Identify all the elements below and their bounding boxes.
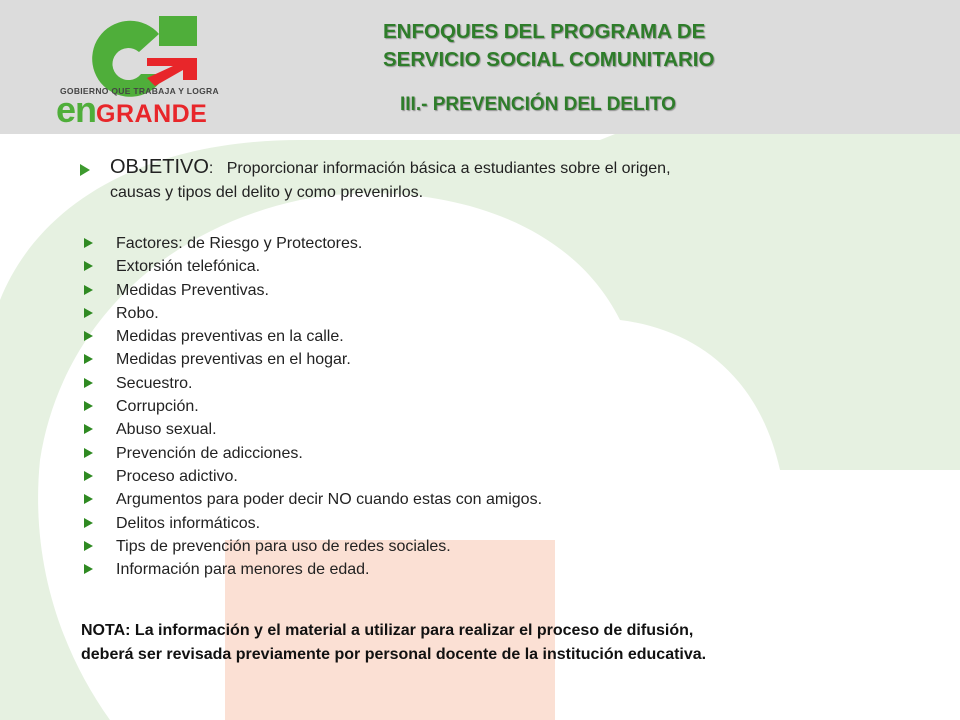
- list-item: [82, 558, 542, 581]
- list-item-text: Delitos informáticos.: [116, 514, 261, 532]
- list-item-text: Medidas preventivas en la calle.: [116, 328, 344, 346]
- page-title-line2: SERVICIO SOCIAL COMUNITARIO: [383, 48, 715, 71]
- arrow-bullet-icon: [84, 354, 93, 364]
- logo-word-en: en: [56, 89, 97, 130]
- note-line1: NOTA: La información y el material a utilizar para realizar el proceso de difusión,: [81, 622, 694, 639]
- list-item-text: Medidas preventivas en el hogar.: [116, 351, 351, 369]
- arrow-bullet-icon: [84, 518, 93, 528]
- list-item: [82, 232, 542, 255]
- list-item-text: Corrupción.: [116, 398, 199, 416]
- objective-text-line1: Proporcionar información básica a estudiantes sobre el origen,: [226, 160, 671, 177]
- list-item-text: Prevención de adicciones.: [116, 444, 303, 462]
- arrow-bullet-icon: [84, 378, 93, 388]
- objective-colon: :: [208, 160, 214, 177]
- list-item: [82, 418, 542, 441]
- page-title-line1: ENFOQUES DEL PROGRAMA DE: [383, 20, 706, 43]
- list-item: [82, 488, 542, 511]
- list-item-text: Información para menores de edad.: [116, 561, 370, 579]
- list-item: [82, 279, 542, 302]
- arrow-bullet-icon: [84, 238, 93, 248]
- list-item: [82, 442, 542, 465]
- logo-tagline: GOBIERNO QUE TRABAJA Y LOGRA: [60, 86, 219, 96]
- list-item-text: Medidas Preventivas.: [116, 281, 269, 299]
- topics-list: [82, 232, 542, 581]
- arrow-bullet-icon: [84, 401, 93, 411]
- list-item-text: Factores: de Riesgo y Protectores.: [116, 235, 363, 252]
- arrow-bullet-icon: [84, 541, 93, 551]
- objective-text-line2: causas y tipos del delito y como prevenirlos.: [110, 184, 424, 201]
- arrow-bullet-icon: [84, 424, 93, 434]
- objective-label: OBJETIVO: [110, 156, 209, 178]
- note-block: [81, 619, 706, 667]
- arrow-bullet-icon: [84, 448, 93, 458]
- page-subtitle: III.- PREVENCIÓN DEL DELITO: [400, 94, 676, 115]
- list-item: [82, 372, 542, 395]
- arrow-bullet-icon: [84, 261, 93, 271]
- note-line2: deberá ser revisada previamente por personal docente de la institución educativa.: [81, 646, 707, 663]
- arrow-bullet-icon: [84, 331, 93, 341]
- list-item-text: Secuestro.: [116, 374, 193, 392]
- list-item: [82, 512, 542, 535]
- list-item: [82, 302, 542, 325]
- list-item-text: Extorsión telefónica.: [116, 258, 261, 276]
- logo-word-grande: GRANDE: [96, 100, 208, 128]
- arrow-bullet-icon: [84, 494, 93, 504]
- list-item-text: Tips de prevención para uso de redes sociales.: [116, 537, 451, 555]
- list-item: [82, 348, 542, 371]
- list-item: [82, 255, 542, 278]
- arrow-bullet-icon: [84, 564, 93, 574]
- list-item-text: Proceso adictivo.: [116, 467, 238, 485]
- list-item: [82, 395, 542, 418]
- list-item: [82, 325, 542, 348]
- list-item: [82, 465, 542, 488]
- arrow-bullet-icon: [84, 308, 93, 318]
- list-item-text: Argumentos para poder decir NO cuando estas con amigos.: [116, 491, 543, 509]
- arrow-bullet-icon: [84, 471, 93, 481]
- objective-line1: [110, 156, 860, 179]
- list-item-text: Abuso sexual.: [116, 421, 217, 439]
- arrow-bullet-icon: [84, 285, 93, 295]
- list-item: [82, 535, 542, 558]
- arrow-bullet-icon: [80, 164, 90, 176]
- list-item-text: Robo.: [116, 304, 159, 322]
